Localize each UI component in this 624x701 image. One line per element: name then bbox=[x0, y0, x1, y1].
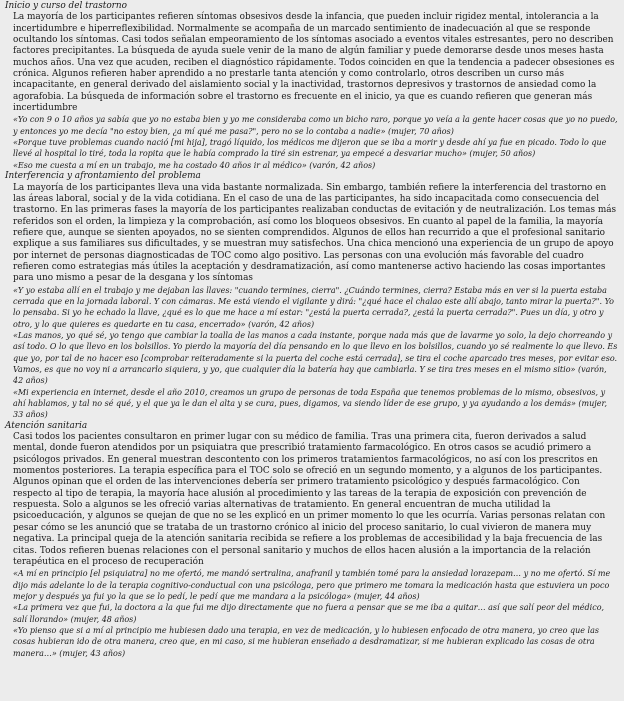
section-inicio-curso bbox=[5, 1, 619, 171]
patient-quote: «Yo pienso que si a mí al principio me hubiesen dado una terapia, en vez de medicación, y lo hubiesen enfocado de otra manera, yo creo que las cosas hubieran ido de otra manera, creo que, en mi caso, si me hubieran enseñado a desdramatizar, si me hubieran explicado las cosas de otra manera…» (mujer, 43 años) bbox=[13, 625, 599, 658]
section-paragraph: La mayoría de los participantes lleva una vida bastante normalizada. Sin embargo, también refiere la interferencia del trastorno en las áreas laboral, social y de la vida cotidiana. En el caso de una de las participantes, ha sido incapacitada como consecuencia del trastorno. En las primeras fases la mayoría de los participantes realizaban conductas de evitación y de neutralización. Los temas más referidos son el orden, la limpieza y la comprobación, así como los bloqueos obsesivos. En cuanto al papel de la familia, la mayoría refiere que, aunque se sienten apoyados, no se sienten comprendidos. Algunos de ellos han recurrido a que el profesional sanitario explique a sus familiares sus dificultades, y se muestran muy satisfechos. Una chica mencionó una experiencia de un grupo de apoyo por internet de personas diagnosticadas de TOC como algo positivo. Las personas con una evolución más favorable del cuadro refieren como estrategias más útiles la aceptación y desdramatización, así como mantenerse activo haciendo las cosas importantes para uno mismo a pesar de la desgana y los síntomas bbox=[13, 182, 617, 284]
patient-quote: «La primera vez que fui, la doctora a la que fui me dijo directamente que no fuera a pensar que se me iba a quitar… así que salí peor del médico, salí llorando» (mujer, 48 años) bbox=[13, 603, 605, 624]
patient-quote: «Porque tuve problemas cuando nació [mi hija], tragó líquido, los médicos me dijeron que se iba a morir y desde ahí ya fue en picado. Todo lo que llevé al hospital lo tiré, toda la ropita que le había comprado la tiré sin estrenar, ya empecé a desvariar mucho» (mujer, 50 años) bbox=[13, 138, 607, 159]
section-paragraph: Casi todos los pacientes consultaron en primer lugar con su médico de familia. Tras una primera cita, fueron derivados a salud mental, donde fueron atendidos por un psiquiatra que prescribió tratamiento farmacológico. En otros casos se acudió primero a psicólogos privados. En general muestran descontento con los primeros tratamientos farmacológicos, no así con los prescritos en momentos posteriores. La terapia específica para el TOC solo se ofreció en un segundo momento, y a algunos de los participantes. Algunos opinan que el orden de las intervenciones debería ser primero tratamiento psicológico y después farmacológico. Con respecto al tipo de terapia, la mayoría hace alusión al procedimiento y las tareas de la terapia de exposición con prevención de respuesta. Solo a algunos se les ofreció varias alternativas de tratamiento. En general encuentran de mucha utilidad la psicoeducación, y algunos se quejan de que no se les explicó en un primer momento lo que les ocurría. Varias personas relatan con pesar cómo se les anunció que se trataba de un trastorno crónico al inicio del proceso sanitario, lo cual vivieron de manera muy negativa. La principal queja de la atención sanitaria recibida se refiere a los problemas de accesibilidad y la baja frecuencia de las citas. Todos refieren buenas relaciones con el personal sanitario y muchos de ellos hacen alusión a la importancia de la relación terapéutica en el proceso de recuperación bbox=[13, 432, 606, 567]
patient-quote: «Las manos, yo qué sé, yo tengo que cambiar la toalla de las manos a cada instante, porque nada más que de lavarme yo solo, la dejo chorreando y así todo. O lo que llevo en los bolsillos. Yo pierdo la mayoría del día pensando en lo que llevo en los bolsillos, cuando yo sé realmente lo que llevo. Es que yo, por tal de no hacer eso [comprobar reiteradamente si la puerta del coche está cerrada], se tira el coche aparcado tres meses, por evitar eso. Vamos, es que no voy ni a arrancarlo siquiera, y yo, que cualquier día la batería hay que cambiarla. Y se tira tres meses en el mismo sitio» (varón, 42 años) bbox=[13, 330, 618, 386]
patient-quote: «Y yo estaba allí en el trabajo y me dejaban las llaves: "cuando termines, cierra". ¿Cuándo termines, cierra? Estaba más en ver si la puerta estaba cerrada que en la jornada laboral. Y con cámaras. Me está viendo el vigilante y dirá: "¿qué hace el chalao este allí abajo, tanto mirar la puerta?". Yo lo pensaba. Si yo he echado la llave, ¿qué es lo que me hace a mí estar: "¿está la puerta cerrada?, ¿está la puerta cerrada?". Pues un día, y otro y otro, y lo que quieres es quedarte en tu casa, encerrado» (varón, 42 años) bbox=[13, 285, 614, 329]
section-title: Interferencia y afrontamiento del problema bbox=[5, 171, 201, 182]
section-interferencia bbox=[5, 171, 619, 421]
section-paragraph: La mayoría de los participantes refieren síntomas obsesivos desde la infancia, que pueden incluir rigidez mental, intolerancia a la incertidumbre e hiperreflexibilidad. Normalmente se acompaña de un marcado sentimiento de inadecuación al que se responde ocultando los síntomas. Casi todos señalan empeoramiento de los síntomas asociado a eventos vitales estresantes, pero no describen factores precipitantes. La búsqueda de ayuda suele venir de la mano de algún familiar y puede demorarse desde unos meses hasta muchos años. Una vez que acuden, reciben el diagnóstico rápidamente. Todos coinciden en que la tendencia a padecer obsesiones es crónica. Algunos refieren haber aprendido a no prestarle tanta atención y como controlarlo, otros describen un curso más incapacitante, en general derivado del aislamiento social y la inactividad, trastornos depresivos y trastornos de ansiedad como la agorafobia. La búsqueda de información sobre el trastorno es frecuente en el inicio, ya que es cuando refieren que generan más incertidumbre bbox=[13, 12, 615, 114]
section-title: Inicio y curso del trastorno bbox=[5, 1, 127, 11]
patient-quote: «Eso me cuesta a mí en un trabajo, me ha costado 40 años ir al médico» (varón, 42 años) bbox=[13, 160, 376, 170]
patient-quote: «Yo con 9 o 10 años ya sabía que yo no estaba bien y yo me consideraba como un bicho raro, porque yo veía a la gente hacer cosas que yo no puedo, y entonces yo me decía "no estoy bien, ¿a mí qué me pasa?", pero no se lo contaba a nadie» (mujer, 70 años) bbox=[13, 115, 618, 136]
patient-quote: «A mí en principio [el psiquiatra] no me ofertó, me mandó sertralina, anafranil y también tomé para la ansiedad lorazepam… y no me ofertó. Sí me dijo más adelante lo de la terapia cognitivo-conductual con una psicóloga, pero que primero me tomara la medicación hasta que estuviera un poco mejor y después ya fui yo la que se lo pedí, le pedí que me mandara a la psicóloga» (mujer, 44 años) bbox=[13, 569, 611, 601]
section-title: Atención sanitaria bbox=[5, 420, 88, 431]
patient-quote: «Mi experiencia en internet, desde el año 2010, creamos un grupo de personas de toda España que tenemos problemas de lo mismo, obsesivos, y ahí hablamos, y tal no sé qué, y el que ya le dan el alta y se cura, pues, digamos, va siendo líder de ese grupo, y ya ayudando a los demás» (mujer, 33 años) bbox=[13, 387, 607, 420]
section-atencion-sanitaria bbox=[5, 421, 619, 659]
